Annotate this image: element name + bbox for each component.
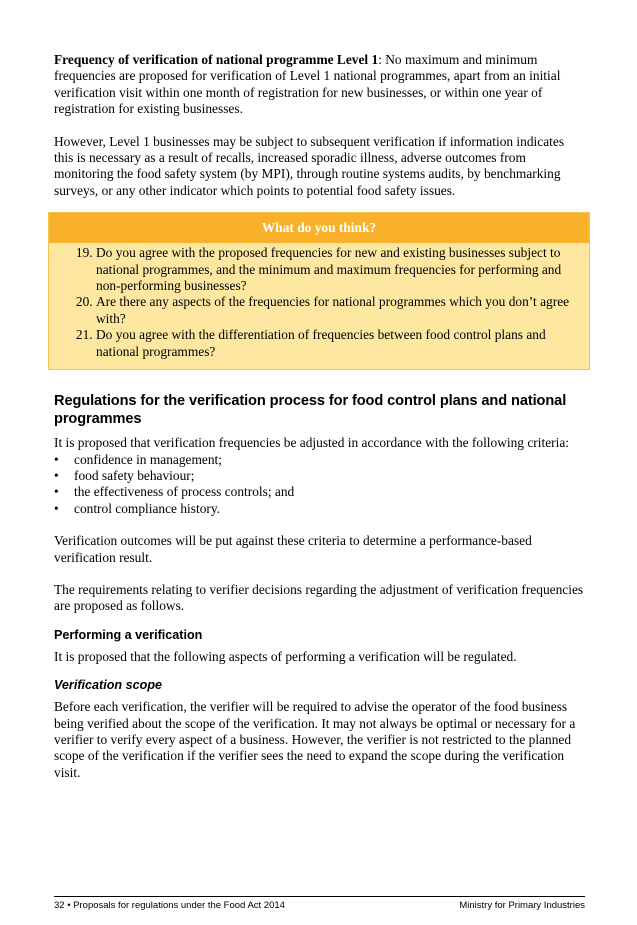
question-item: 19. Do you agree with the proposed frequencies for new and existing businesses subject to national programmes, and the minimum and maximum frequencies for performing and non-performing businesses? — [96, 245, 583, 294]
intro-lead: Frequency of verification of national programme Level 1 — [54, 52, 379, 67]
list-item — [54, 484, 585, 500]
list-item — [54, 468, 585, 484]
scope-heading: Verification scope — [54, 678, 163, 693]
list-item-text: control compliance history. — [74, 500, 221, 516]
question-item: 21. Do you agree with the differentiation of frequencies between food control plans and national programmes? — [96, 327, 583, 360]
question-box — [48, 212, 590, 370]
page-content — [54, 52, 585, 781]
section-heading: Regulations for the verification process for food control plans and national programmes — [54, 393, 567, 428]
subsection-text: It is proposed that the following aspects of performing a verification will be regulated. — [54, 648, 517, 664]
list-item — [54, 501, 585, 517]
bullet-icon: • — [54, 500, 59, 516]
bullet-icon: • — [54, 451, 59, 467]
outcomes-paragraph: Verification outcomes will be put against these criteria to determine a performance-based verification result. — [54, 533, 532, 565]
intro-paragraph-1 — [54, 52, 585, 118]
question-item: 20. Are there any aspects of the frequencies for national programmes which you don’t agree with? — [96, 294, 583, 327]
requirements-paragraph: The requirements relating to verifier decisions regarding the adjustment of verification frequencies are proposed as follows. — [54, 581, 584, 614]
footer-left: 32 • Proposals for regulations under the Food Act 2014 — [54, 900, 285, 911]
list-item-text: the effectiveness of process controls; and — [74, 484, 295, 500]
list-item — [54, 452, 585, 468]
question-list — [49, 243, 589, 369]
list-item-text: confidence in management; — [74, 451, 222, 467]
list-item-text: food safety behaviour; — [74, 467, 195, 483]
intro-text: : No maximum and minimum frequencies are proposed for verification of Level 1 national programmes, apart from an initial verification visit within one month of registration for new businesses, or within one year of registration for existing businesses. — [54, 52, 561, 117]
bullet-icon: • — [54, 484, 59, 500]
scope-text: Before each verification, the verifier will be required to advise the operator of the food business being verified about the scope of the verification. It may not always be optimal or necessary for a verifier to verify every aspect of a business. However, the verifier is not restricted to the planned scope of the verification if the verifier sees the need to expand the scope during the verification visit. — [54, 699, 576, 780]
question-box-title: What do you think? — [49, 213, 589, 243]
subsection-heading: Performing a verification — [54, 627, 203, 642]
intro-paragraph-2: However, Level 1 businesses may be subject to subsequent verification if information indicates this is necessary as a result of recalls, increased sporadic illness, adverse outcomes from monitoring the food safety system (by MPI), through routine systems audits, by benchmarking surveys, or any other indicator which points to potential food safety issues. — [54, 133, 565, 198]
footer-right: Ministry for Primary Industries — [459, 900, 585, 911]
page-footer — [54, 896, 585, 912]
bullet-icon: • — [54, 467, 59, 483]
section-intro: It is proposed that verification frequencies be adjusted in accordance with the following criteria: — [54, 435, 569, 451]
criteria-list — [54, 452, 585, 518]
